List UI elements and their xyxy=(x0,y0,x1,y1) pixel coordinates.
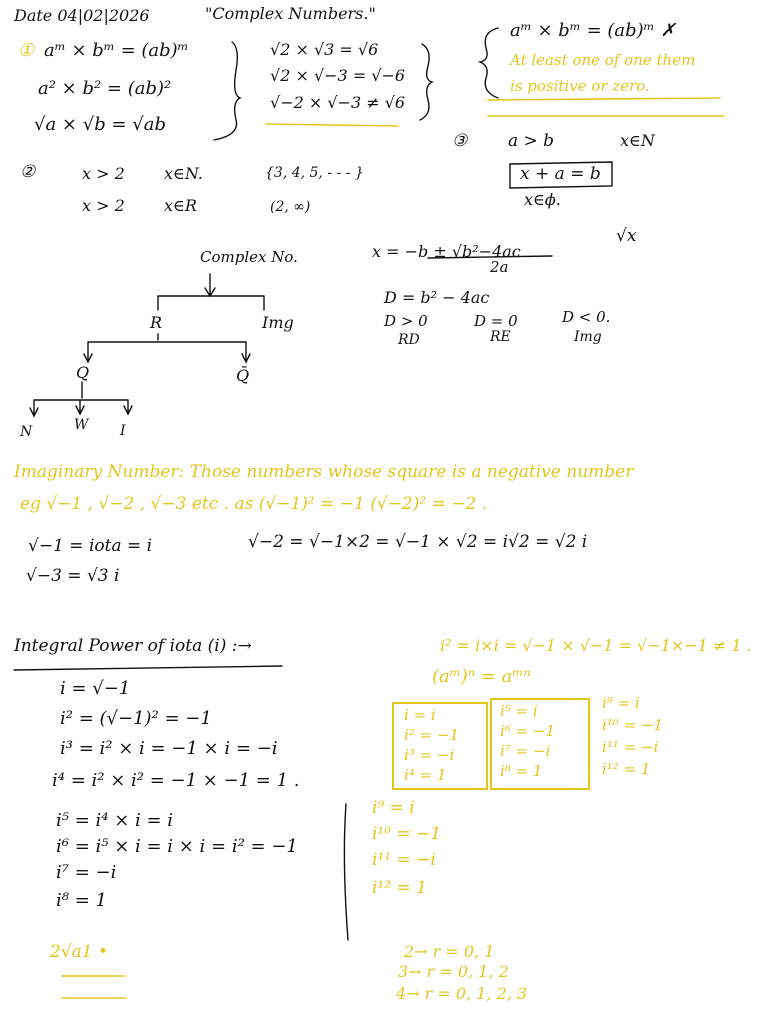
side-rule-formula: aᵐ × bᵐ = (ab)ᵐ ✗ xyxy=(510,20,676,41)
tree-real: R xyxy=(150,313,163,332)
mid-power-9: i⁹ = i xyxy=(372,798,415,818)
tree-root-arrow xyxy=(205,274,215,296)
section3-set: x∈N xyxy=(620,131,655,150)
case-negative: D < 0. xyxy=(562,308,611,326)
section3-sqrt: √x xyxy=(616,226,637,246)
box1-line-1: i = i xyxy=(404,706,436,724)
example-line-1: √2 × √3 = √6 xyxy=(270,40,379,59)
page-title: "Complex Numbers." xyxy=(205,4,376,23)
section2-r1-values: {3, 4, 5, - - - } xyxy=(265,165,364,181)
remainder-line-3: 4→ r = 0, 1, 2, 3 xyxy=(396,984,528,1003)
box1-line-3: i³ = −i xyxy=(404,746,455,764)
col3-line-3: i¹¹ = −i xyxy=(602,738,659,756)
example-line-3: √−2 × √−3 ≠ √6 xyxy=(270,93,406,112)
powers-yellow-line-1: i² = i×i = √−1 × √−1 = √−1×−1 ≠ 1 . xyxy=(440,636,752,655)
case-positive: D > 0 xyxy=(384,312,428,330)
col3-line-1: i⁹ = i xyxy=(602,694,640,712)
power-2: i² = (√−1)² = −1 xyxy=(60,708,212,729)
box2-line-4: i⁸ = 1 xyxy=(500,762,543,780)
box2-line-2: i⁶ = −1 xyxy=(500,722,556,740)
section2-r1-ineq: x > 2 xyxy=(82,164,125,183)
label-real-distinct: RD xyxy=(398,332,420,348)
box2-line-3: i⁷ = −i xyxy=(500,742,551,760)
mid-power-11: i¹¹ = −i xyxy=(372,850,436,870)
power-1: i = √−1 xyxy=(60,678,131,699)
tree-irrational: Q̄ xyxy=(236,366,250,385)
section2-r1-set: x∈N. xyxy=(164,164,203,183)
side-rule-note-2: is positive or zero. xyxy=(510,77,650,95)
quadratic-formula-top: x = −b ± √b²−4ac xyxy=(372,242,521,261)
section2-r2-ineq: x > 2 xyxy=(82,196,125,215)
powers-yellow-line-2: (aᵐ)ⁿ = aᵐⁿ xyxy=(432,666,531,687)
section3-empty-set: x∈ϕ. xyxy=(524,190,561,209)
power-5: i⁵ = i⁴ × i = i xyxy=(56,810,174,831)
box1-line-2: i² = −1 xyxy=(404,726,460,744)
tree-natural: N xyxy=(20,424,33,440)
section2-number: ② xyxy=(20,162,36,182)
mid-power-10: i¹⁰ = −1 xyxy=(372,824,442,844)
power-8: i⁸ = 1 xyxy=(56,890,107,911)
section3-number: ③ xyxy=(452,131,468,151)
tree-root: Complex No. xyxy=(200,248,298,266)
brace-2 xyxy=(420,44,432,120)
sqrt-minus-three: √−3 = √3 i xyxy=(26,566,120,586)
section3-ineq: a > b xyxy=(508,131,555,151)
vertical-divider xyxy=(344,804,348,940)
bottom-left-note: 2√a1 • xyxy=(50,942,109,962)
heading-underline xyxy=(14,666,282,670)
underline-examples xyxy=(266,124,398,126)
rule-line-2: a² × b² = (ab)² xyxy=(38,78,172,99)
label-real-equal: RE xyxy=(490,329,511,345)
label-imaginary: Img xyxy=(574,329,602,345)
rule-line-1: aᵐ × bᵐ = (ab)ᵐ xyxy=(44,40,189,61)
box2-line-1: i⁵ = i xyxy=(500,702,538,720)
example-line-2: √2 × √−3 = √−6 xyxy=(270,66,406,85)
power-4: i⁴ = i² × i² = −1 × −1 = 1 . xyxy=(52,770,300,791)
remainder-line-2: 3→ r = 0, 1, 2 xyxy=(398,962,509,981)
col3-line-2: i¹⁰ = −1 xyxy=(602,716,664,734)
tree-rational: Q xyxy=(76,363,90,382)
powers-heading: Integral Power of iota (i) :→ xyxy=(14,636,252,656)
tree-imaginary: Img xyxy=(262,313,294,332)
quadratic-formula-bottom: 2a xyxy=(490,258,509,276)
mid-power-12: i¹² = 1 xyxy=(372,878,427,898)
tree-branch-mid xyxy=(84,342,250,362)
section2-r2-set: x∈R xyxy=(164,196,197,215)
section1-number: ① xyxy=(18,40,35,61)
imaginary-definition: Imaginary Number: Those numbers whose square is a negative number xyxy=(14,462,634,482)
underline-rule-1 xyxy=(488,98,720,100)
power-7: i⁷ = −i xyxy=(56,862,117,883)
col3-line-4: i¹² = 1 xyxy=(602,760,651,778)
power-6: i⁶ = i⁵ × i = i × i = i² = −1 xyxy=(56,836,298,857)
tree-integer: I xyxy=(120,423,126,439)
tree-whole: W xyxy=(74,417,89,433)
imaginary-examples: eg √−1 , √−2 , √−3 etc . as (√−1)² = −1 (√−2)² = −2 . xyxy=(20,494,488,514)
case-zero: D = 0 xyxy=(474,312,518,330)
tree-branch-top xyxy=(158,296,264,310)
box1-line-4: i⁴ = 1 xyxy=(404,766,447,784)
sqrt-minus-two: √−2 = √−1×2 = √−1 × √2 = i√2 = √2 i xyxy=(248,532,588,552)
power-3: i³ = i² × i = −1 × i = −i xyxy=(60,738,278,759)
iota-definition: √−1 = iota = i xyxy=(28,536,153,556)
rule-line-3: √a × √b = √ab xyxy=(34,114,166,135)
brace-1 xyxy=(214,42,240,140)
tree-branch-low xyxy=(30,400,132,416)
section2-r2-interval: (2, ∞) xyxy=(270,199,311,215)
date-label: Date 04|02|2026 xyxy=(14,6,150,25)
section3-boxed-equation: x + a = b xyxy=(520,164,601,184)
remainder-line-1: 2→ r = 0, 1 xyxy=(404,942,495,961)
discriminant: D = b² − 4ac xyxy=(384,288,490,307)
brace-3 xyxy=(480,28,498,98)
side-rule-note-1: At least one of one them xyxy=(510,51,696,69)
